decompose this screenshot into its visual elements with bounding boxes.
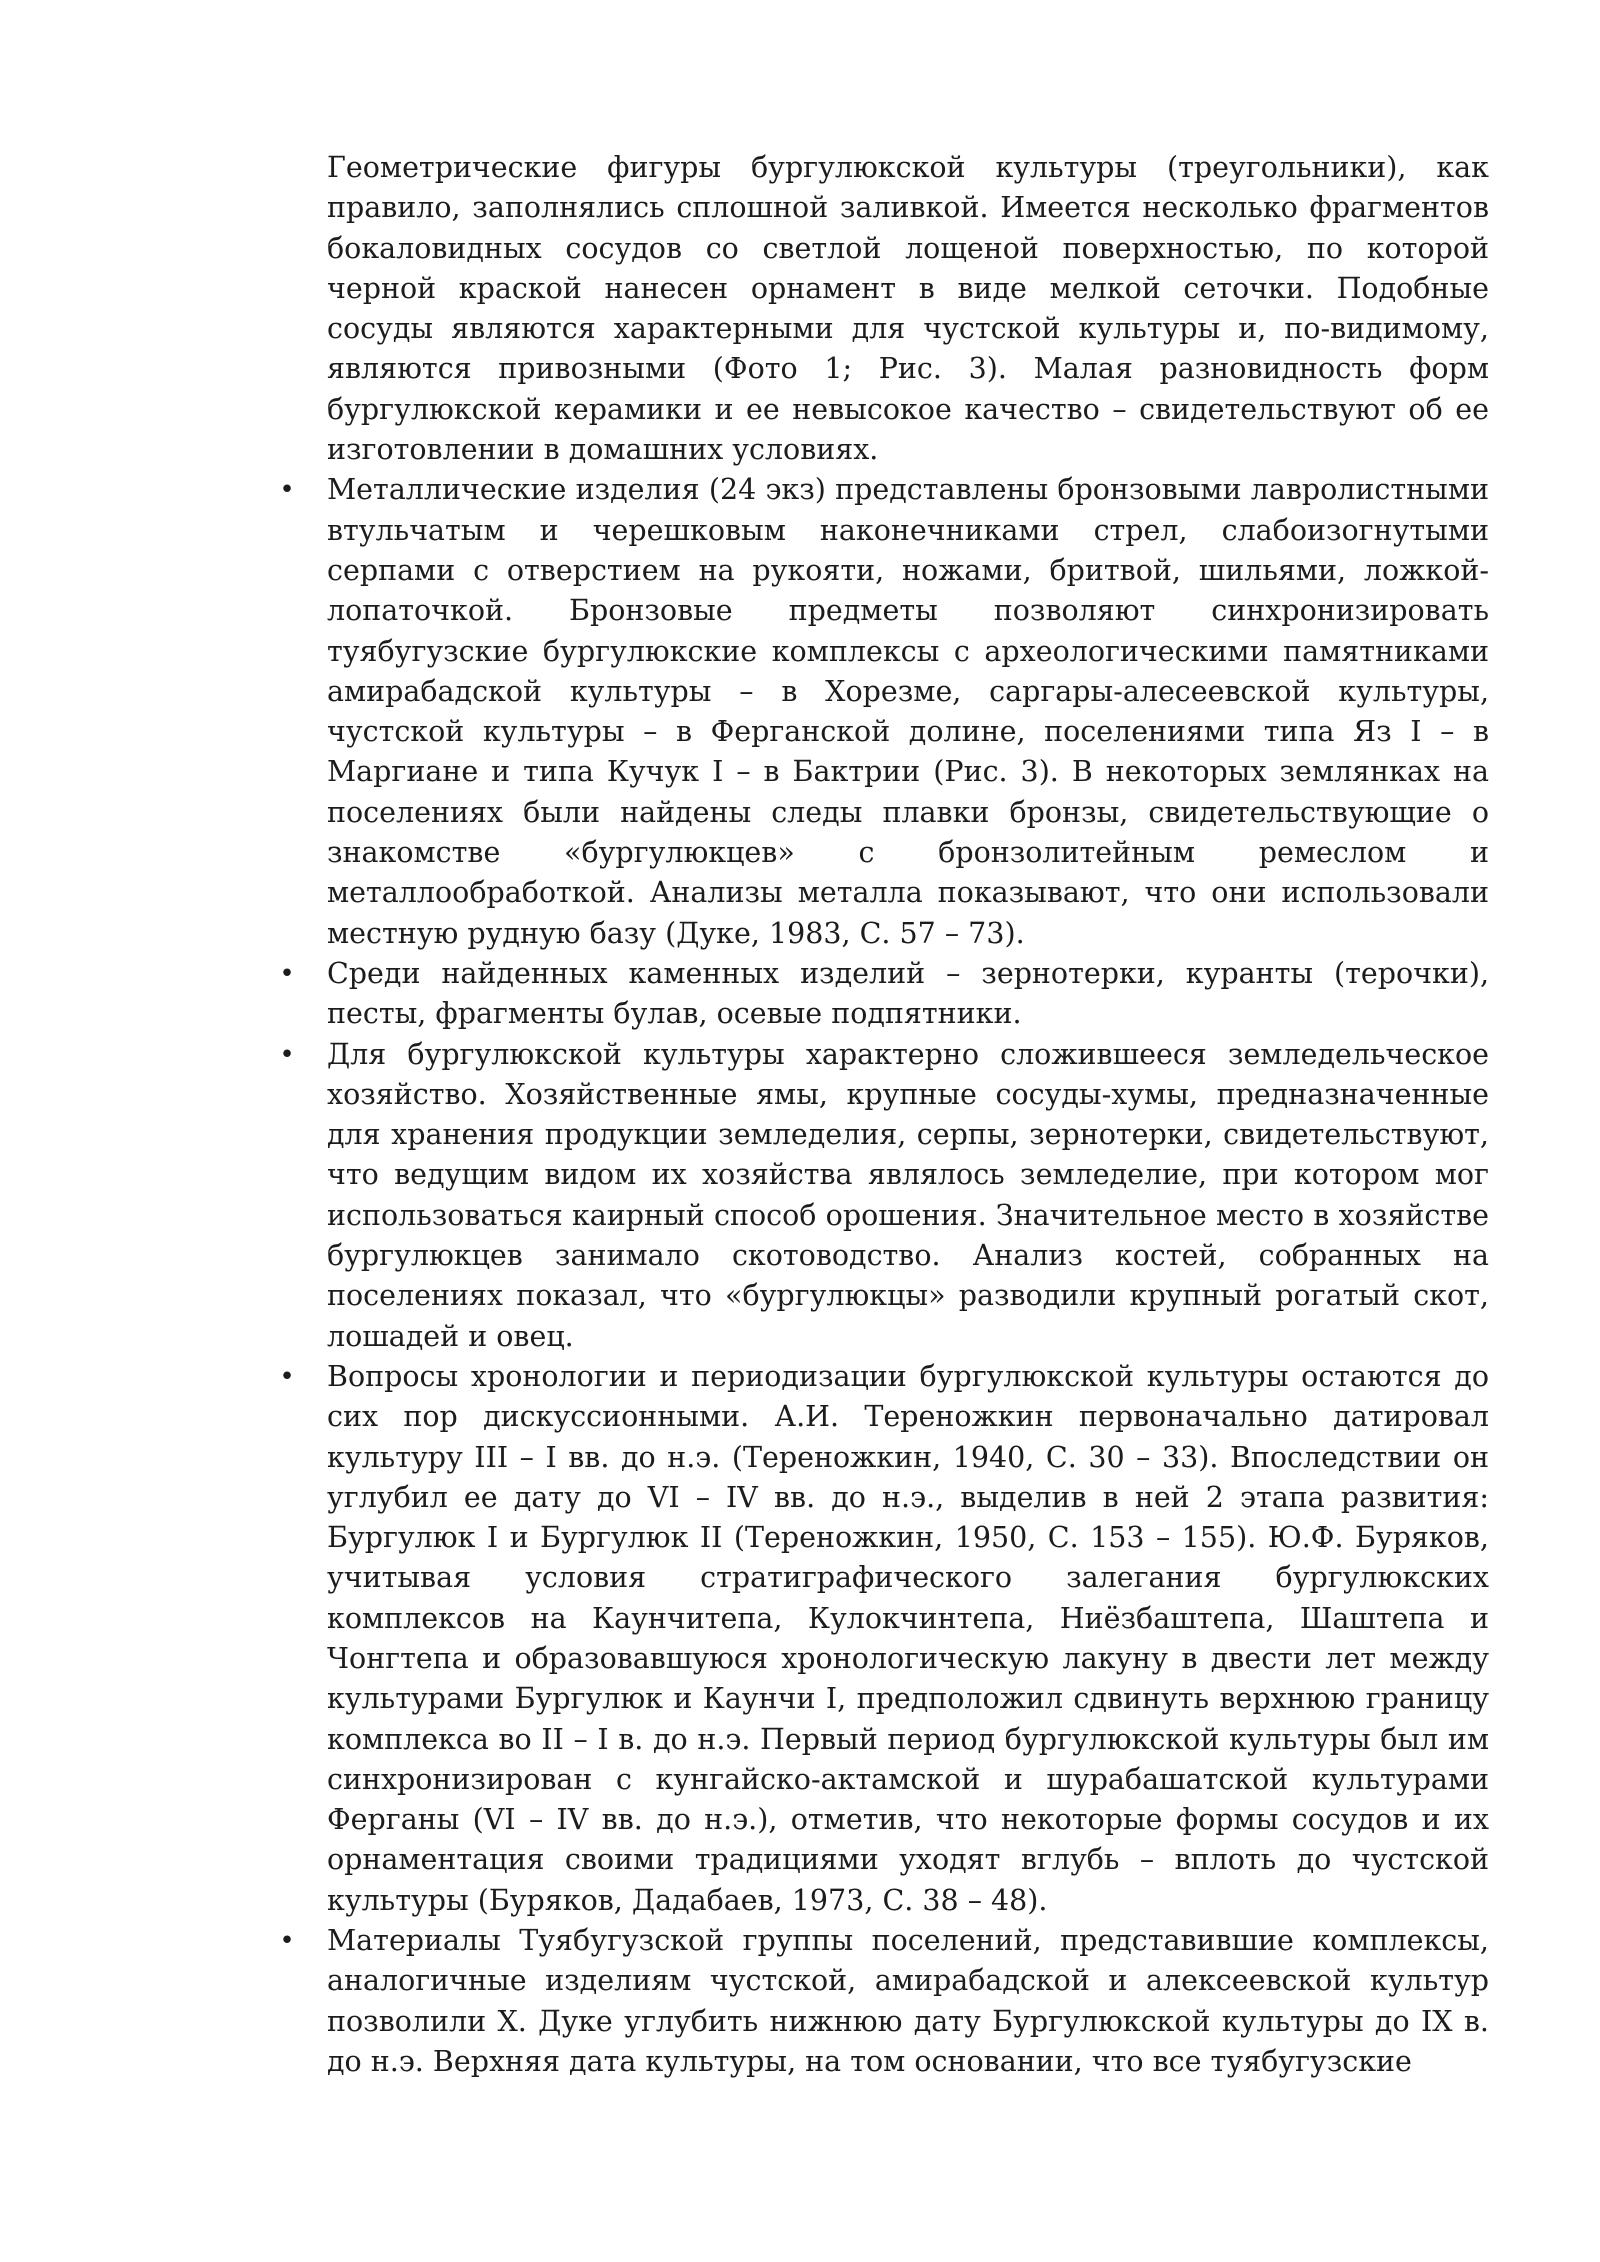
bullet-text-metal-items: Металлические изделия (24 экз) представлены бронзовыми лавролистными втульчатым и черешковым наконечниками стрел, слабоизогнутыми серпами с отверстием на рукояти, ножами, бритвой, шильями, ложкой-лопаточкой. Бронзовые предметы позволяют синхронизировать туябугузские бургулюкские комплексы с археологическими памятниками амирабадской культуры – в Хорезме, саргары-алесеевской культуры, чустской культуры – в Ферганской долине, поселениями типа Яз I – в Маргиане и типа Кучук I – в Бактрии (Рис. 3). В некоторых землянках на поселениях были найдены следы плавки бронзы, свидетельствующие о знакомстве «бургулюкцев» с бронзолитейным ремеслом и металлообработкой. Анализы металла показывают, что они использовали местную рудную базу (Дуке, 1983, С. 57 – 73).	[327, 473, 1489, 950]
list-item	[279, 1921, 1489, 2082]
bullet-text-tuyabuguz-materials: Материалы Туябугузской группы поселений, представившие комплексы, аналогичные изделиям чустской, амирабадской и алексеевской культур позволили Х. Дуке углубить нижнюю дату Бургулюкской культуры до IX в. до н.э. Верхняя дата культуры, на том основании, что все туябугузские	[327, 1924, 1489, 2078]
list-item	[279, 954, 1489, 1035]
bullet-icon: •	[279, 958, 295, 989]
list-item	[279, 1357, 1489, 1921]
list-item	[279, 470, 1489, 954]
bullet-icon: •	[279, 1361, 295, 1392]
page-body-text	[279, 148, 1489, 2082]
bullet-text-chronology: Вопросы хронологии и периодизации бургулюкской культуры остаются до сих пор дискуссионными. А.И. Тереножкин первоначально датировал культуру III – I вв. до н.э. (Тереножкин, 1940, С. 30 – 33). Впоследствии он углубил ее дату до VI – IV вв. до н.э., выделив в ней 2 этапа развития: Бургулюк I и Бургулюк II (Тереножкин, 1950, С. 153 – 155). Ю.Ф. Буряков, учитывая условия стратиграфического залегания бургулюкских комплексов на Каунчитепа, Кулокчинтепа, Ниёзбаштепа, Шаштепа и Чонгтепа и образовавшуюся хронологическую лакуну в двести лет между культурами Бургулюк и Каунчи I, предположил сдвинуть верхнюю границу комплекса во II – I в. до н.э. Первый период бургулюкской культуры был им синхронизирован с кунгайско-актамской и шурабашатской культурами Ферганы (VI – IV вв. до н.э.), отметив, что некоторые формы сосудов и их орнаментация своими традициями уходят вглубь – вплоть до чустской культуры (Буряков, Дадабаев, 1973, С. 38 – 48).	[327, 1359, 1489, 1917]
bullet-text-stone-items: Среди найденных каменных изделий – зернотерки, куранты (терочки), песты, фрагменты булав, осевые подпятники.	[327, 956, 1489, 1031]
bullet-icon: •	[279, 1039, 295, 1070]
bullet-icon: •	[279, 1926, 295, 1957]
intro-paragraph: Геометрические фигуры бургулюкской культуры (треугольники), как правило, заполнялись сплошной заливкой. Имеется несколько фрагментов бокаловидных сосудов со светлой лощеной поверхностью, по которой черной краской нанесен орнамент в виде мелкой сеточки. Подобные сосуды являются характерными для чустской культуры и, по-видимому, являются привозными (Фото 1; Рис. 3). Малая разновидность форм бургулюкской керамики и ее невысокое качество – свидетельствуют об ее изготовлении в домашних условиях.	[327, 151, 1489, 467]
bullet-text-economy: Для бургулюкской культуры характерно сложившееся земледельческое хозяйство. Хозяйственные ямы, крупные сосуды-хумы, предназначенные для хранения продукции земледелия, серпы, зернотерки, свидетельствуют, что ведущим видом их хозяйства являлось земледелие, при котором мог использоваться каирный способ орошения. Значительное место в хозяйстве бургулюкцев занимало скотоводство. Анализ костей, собранных на поселениях показал, что «бургулюкцы» разводили крупный рогатый скот, лошадей и овец.	[327, 1037, 1489, 1353]
bullet-icon: •	[279, 475, 295, 506]
list-item	[279, 1035, 1489, 1357]
bullet-list	[279, 470, 1489, 2082]
